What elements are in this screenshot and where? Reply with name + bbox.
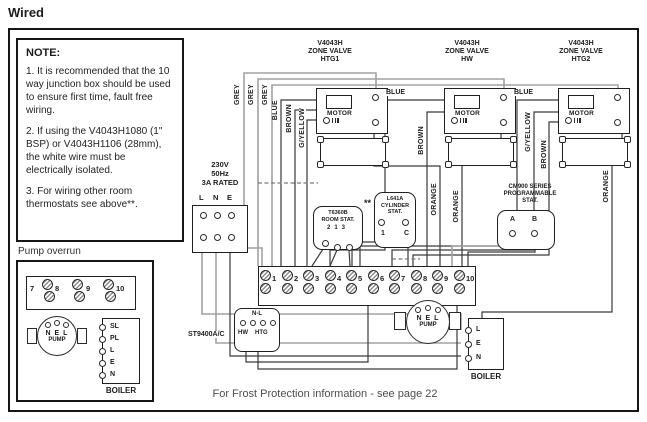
motor-box-htg2 bbox=[558, 88, 630, 134]
overrun-boiler-title: BOILER bbox=[105, 386, 137, 395]
overrun-boiler bbox=[102, 318, 140, 384]
motor-winding-icon bbox=[332, 118, 339, 123]
motor-label: MOTOR bbox=[455, 110, 481, 117]
overrun-terminal-7: 7 bbox=[30, 284, 35, 293]
footer-note: For Frost Protection information - see page 22 bbox=[212, 388, 438, 400]
supply-terminal-l: L bbox=[199, 193, 204, 202]
capacitor bbox=[326, 95, 352, 109]
wire-label-orange-2: ORANGE bbox=[453, 190, 460, 223]
capacitor bbox=[568, 95, 594, 109]
motor-terminal bbox=[614, 119, 621, 126]
overrun-terminal-9: 9 bbox=[86, 284, 91, 293]
overrun-terminal-10: 10 bbox=[116, 284, 125, 293]
zone-valve-label-hw: V4043H ZONE VALVE HW bbox=[445, 40, 489, 63]
junction-terminal-5: 5 bbox=[358, 274, 363, 283]
junction-terminal-4: 4 bbox=[337, 274, 342, 283]
capacitor bbox=[454, 95, 480, 109]
note-marker: ** bbox=[364, 198, 372, 208]
pump-flange bbox=[77, 328, 87, 344]
supply-connection-box bbox=[192, 205, 248, 253]
programmable-stat-box bbox=[497, 210, 555, 250]
main-pump-label: PUMP bbox=[419, 322, 437, 328]
wire-label-blue-v1: BLUE bbox=[272, 100, 279, 121]
junction-terminal-1: 1 bbox=[272, 274, 277, 283]
junction-terminal-3: 3 bbox=[315, 274, 320, 283]
motor-box-htg1 bbox=[316, 88, 388, 134]
wire-label-orange-3: ORANGE bbox=[603, 170, 610, 203]
cylinder-stat-terminal-label-1: 1 bbox=[381, 230, 385, 237]
overrun-pump-label: PUMP bbox=[48, 337, 66, 343]
wire-label-grey-3: GREY bbox=[262, 84, 269, 106]
wire-label-blue-v2: BLUE bbox=[386, 89, 406, 96]
programmer-box bbox=[234, 308, 280, 352]
overrun-boiler-terminal-pl: PL bbox=[110, 335, 119, 342]
junction-terminal-2: 2 bbox=[294, 274, 299, 283]
note-heading: NOTE: bbox=[26, 47, 61, 59]
junction-terminal-7: 7 bbox=[401, 274, 406, 283]
note-item-2: 2. If using the V4043H1080 (1" BSP) or V4043H1106 (28mm), the white wire must be electrically isolated. bbox=[26, 126, 163, 176]
wire-label-gyellow-v3: G/YELLOW bbox=[525, 112, 532, 152]
overrun-boiler-terminal-n: N bbox=[110, 371, 116, 378]
cylinder-stat-terminal-c bbox=[402, 219, 409, 226]
zone-valve-label-htg2: V4043H ZONE VALVE HTG2 bbox=[559, 40, 603, 63]
programmer-top-label: N-L bbox=[252, 311, 262, 317]
programmer-output-hw: HW bbox=[238, 330, 248, 336]
motor-terminal bbox=[500, 94, 507, 101]
note-item-3: 3. For wiring other room thermostats see above**. bbox=[26, 186, 138, 210]
pump-flange bbox=[27, 328, 37, 344]
motor-label: MOTOR bbox=[569, 110, 595, 117]
page-title: Wired bbox=[8, 5, 44, 20]
room-stat-box: T6360B ROOM STAT. 213 bbox=[313, 206, 363, 250]
main-boiler bbox=[468, 318, 504, 370]
boiler-terminal-n: N bbox=[476, 354, 482, 361]
programmer-name: ST9400A/C bbox=[188, 331, 225, 338]
junction-terminal-8: 8 bbox=[423, 274, 428, 283]
prog-stat-terminal-label-b: B bbox=[532, 216, 538, 223]
junction-terminal-9: 9 bbox=[444, 274, 449, 283]
cylinder-stat-box: L641A CYLINDER STAT. bbox=[374, 192, 416, 248]
motor-terminal bbox=[500, 119, 507, 126]
pump-flange bbox=[449, 312, 461, 330]
supply-terminal-n: N bbox=[213, 193, 219, 202]
junction-terminal-10: 10 bbox=[466, 274, 475, 283]
boiler-terminal-e: E bbox=[476, 340, 481, 347]
junction-terminal-6: 6 bbox=[380, 274, 385, 283]
wire-label-grey-1: GREY bbox=[234, 84, 241, 106]
overrun-boiler-terminal-e: E bbox=[110, 359, 115, 366]
motor-box-hw bbox=[444, 88, 516, 134]
wire-label-brown-v2: BROWN bbox=[418, 126, 425, 155]
motor-terminal bbox=[372, 119, 379, 126]
wire-label-gyellow-v1: G/YELLOW bbox=[299, 108, 306, 148]
wire-label-orange-1: ORANGE bbox=[431, 183, 438, 216]
main-pump-terminals: N E L bbox=[416, 315, 440, 322]
overrun-boiler-terminal-l: L bbox=[110, 347, 115, 354]
motor-terminal bbox=[565, 117, 572, 124]
valve-body-hw bbox=[448, 138, 514, 166]
motor-terminal bbox=[614, 94, 621, 101]
motor-terminal bbox=[323, 117, 330, 124]
overrun-pump-terminals: N E L bbox=[45, 330, 69, 337]
prog-stat-terminal-b bbox=[531, 230, 538, 237]
supply-terminal-e: E bbox=[227, 193, 233, 202]
programmable-stat-label: CM900 SERIES PROGRAMMABLE STAT. bbox=[503, 184, 557, 204]
cylinder-stat-terminal-label-c: C bbox=[404, 230, 410, 237]
room-stat-terminal-labels: 213 bbox=[326, 225, 350, 231]
main-pump bbox=[406, 300, 450, 344]
motor-winding-icon bbox=[460, 118, 467, 123]
main-boiler-title: BOILER bbox=[470, 372, 502, 381]
supply-rating: 230V 50Hz 3A RATED bbox=[201, 160, 239, 187]
prog-stat-terminal-label-a: A bbox=[510, 216, 516, 223]
motor-terminal bbox=[372, 94, 379, 101]
note-item-1: 1. It is recommended that the 10 way junction box should be used to ensure first time, fault free wiring. bbox=[26, 66, 171, 116]
overrun-terminal-8: 8 bbox=[55, 284, 60, 293]
overrun-pump bbox=[37, 316, 77, 356]
prog-stat-terminal-a bbox=[509, 230, 516, 237]
motor-label: MOTOR bbox=[327, 110, 353, 117]
motor-terminal bbox=[451, 117, 458, 124]
valve-body-htg2 bbox=[562, 138, 628, 166]
room-stat-terminal bbox=[322, 240, 329, 247]
zone-valve-label-htg1: V4043H ZONE VALVE HTG1 bbox=[308, 40, 352, 63]
motor-winding-icon bbox=[574, 118, 581, 123]
programmer-output-htg: HTG bbox=[255, 330, 268, 336]
pump-overrun-label: Pump overrun bbox=[18, 246, 81, 257]
room-stat-terminal bbox=[334, 244, 341, 251]
wire-label-brown-v1: BROWN bbox=[286, 104, 293, 133]
room-stat-terminal bbox=[346, 244, 353, 251]
boiler-terminal-l: L bbox=[476, 326, 481, 333]
wire-label-brown-v3: BROWN bbox=[541, 140, 548, 169]
valve-body-htg1 bbox=[320, 138, 386, 166]
wire-label-grey-2: GREY bbox=[248, 84, 255, 106]
overrun-boiler-terminal-sl: SL bbox=[110, 323, 119, 330]
note-box bbox=[16, 38, 184, 242]
cylinder-stat-terminal-1 bbox=[378, 219, 385, 226]
pump-flange bbox=[394, 312, 406, 330]
wire-label-blue-v3: BLUE bbox=[514, 89, 534, 96]
